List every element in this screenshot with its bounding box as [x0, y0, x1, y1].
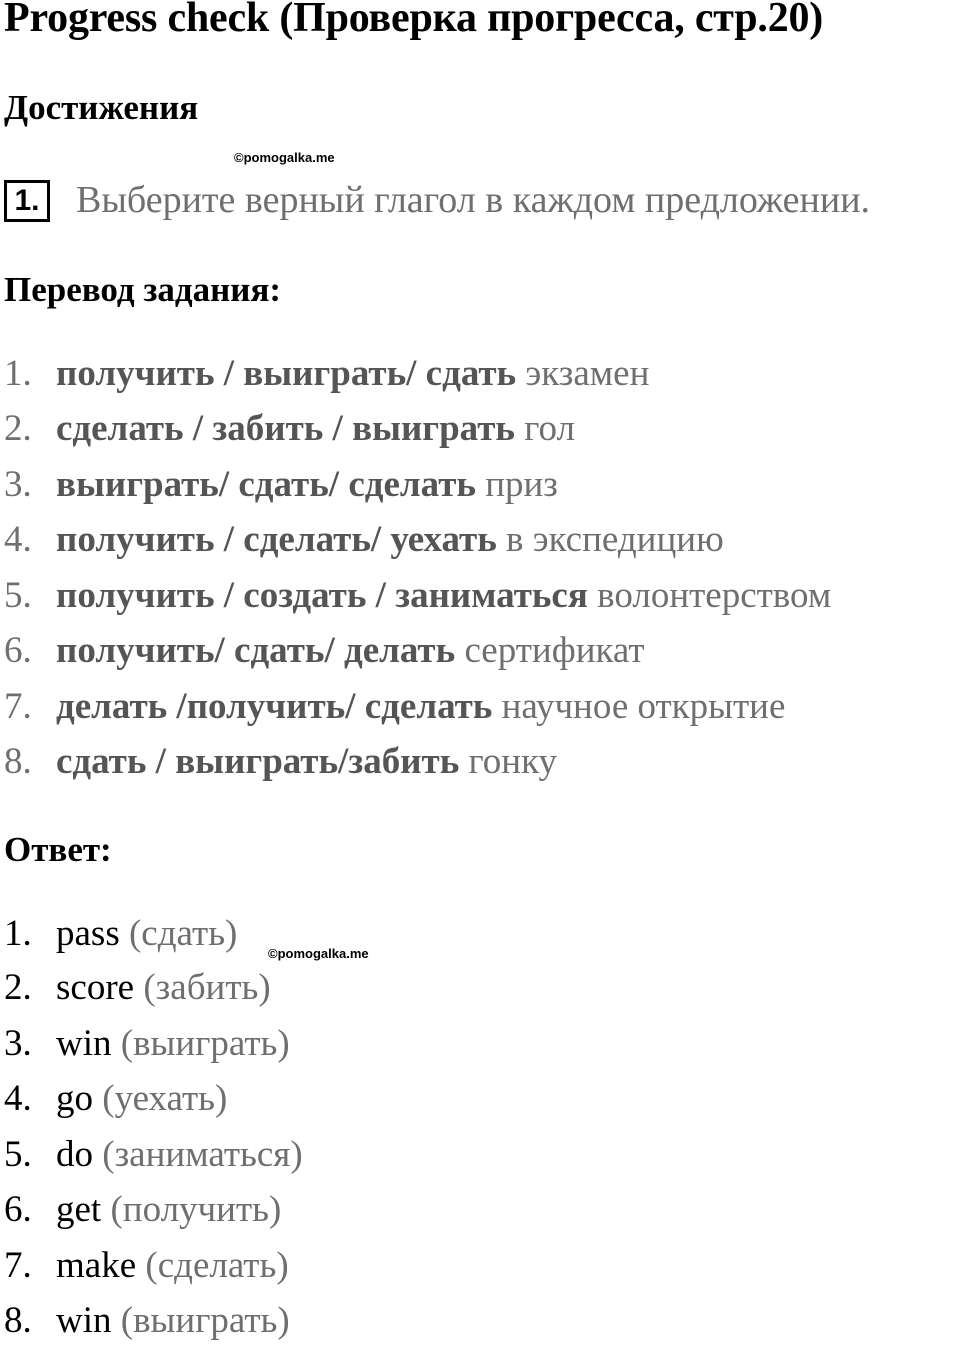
answer-word: do	[56, 1134, 93, 1175]
list-item	[4, 685, 785, 728]
answer-translation: (заниматься)	[93, 1134, 303, 1175]
answer-item	[4, 1077, 227, 1120]
item-options: сделать / забить / выиграть	[56, 408, 515, 449]
item-number: 8.	[4, 741, 32, 782]
answer-translation: (выиграть)	[111, 1300, 290, 1341]
answer-translation: (выиграть)	[111, 1023, 290, 1064]
answer-item	[4, 1022, 290, 1065]
item-options: получить/ сдать/ делать	[56, 630, 456, 671]
task-number: 1.	[4, 180, 50, 222]
item-text: волонтерством	[587, 575, 832, 616]
answer-translation: (сделать)	[136, 1245, 289, 1286]
answer-word: pass	[56, 913, 120, 954]
watermark: ©pomogalka.me	[268, 946, 369, 961]
answer-word: win	[56, 1300, 112, 1341]
item-number: 1.	[4, 353, 32, 394]
list-item	[4, 574, 831, 617]
watermark: ©pomogalka.me	[234, 150, 335, 165]
item-text: экзамен	[516, 353, 650, 394]
task-instruction: Выберите верный глагол в каждом предложении.	[76, 179, 871, 221]
item-text: сертификат	[455, 630, 645, 671]
item-text: в экспедицию	[496, 519, 724, 560]
answer-word: score	[56, 967, 135, 1008]
answer-translation: (сдать)	[119, 913, 238, 954]
answer-heading: Ответ:	[4, 830, 112, 869]
answer-item	[4, 1299, 290, 1342]
item-options: получить / создать / заниматься	[56, 575, 588, 616]
list-item	[4, 352, 649, 395]
answer-number: 7.	[4, 1245, 32, 1286]
item-options: получить / сделать/ уехать	[56, 519, 497, 560]
answer-item	[4, 1133, 303, 1176]
item-number: 2.	[4, 408, 32, 449]
page-title: Progress check (Проверка прогресса, стр.20)	[4, 0, 824, 41]
answer-translation: (уехать)	[93, 1078, 228, 1119]
list-item	[4, 740, 557, 783]
item-options: делать /получить/ сделать	[56, 686, 493, 727]
answer-word: make	[56, 1245, 137, 1286]
answer-number: 2.	[4, 967, 32, 1008]
item-options: сдать / выиграть/забить	[56, 741, 460, 782]
item-text: научное открытие	[492, 686, 786, 727]
item-number: 6.	[4, 630, 32, 671]
translation-heading: Перевод задания:	[4, 270, 282, 309]
item-number: 5.	[4, 575, 32, 616]
item-options: получить / выиграть/ сдать	[56, 353, 517, 394]
list-item	[4, 463, 558, 506]
answer-item	[4, 1188, 281, 1231]
section-heading: Достижения	[4, 88, 199, 127]
answer-word: go	[56, 1078, 93, 1119]
item-text: гол	[514, 408, 575, 449]
answer-number: 6.	[4, 1189, 32, 1230]
item-text: приз	[475, 464, 558, 505]
list-item	[4, 518, 724, 561]
answer-word: get	[56, 1189, 102, 1230]
answer-item	[4, 1244, 289, 1287]
item-options: выиграть/ сдать/ сделать	[56, 464, 476, 505]
answer-number: 3.	[4, 1023, 32, 1064]
item-text: гонку	[459, 741, 558, 782]
answer-word: win	[56, 1023, 112, 1064]
answer-number: 1.	[4, 913, 32, 954]
item-number: 4.	[4, 519, 32, 560]
answer-item	[4, 966, 271, 1009]
answer-translation: (забить)	[134, 967, 271, 1008]
answer-number: 5.	[4, 1134, 32, 1175]
answer-translation: (получить)	[101, 1189, 282, 1230]
item-number: 3.	[4, 464, 32, 505]
item-number: 7.	[4, 686, 32, 727]
answer-number: 4.	[4, 1078, 32, 1119]
answer-number: 8.	[4, 1300, 32, 1341]
list-item	[4, 629, 645, 672]
answer-item	[4, 912, 237, 955]
list-item	[4, 407, 575, 450]
